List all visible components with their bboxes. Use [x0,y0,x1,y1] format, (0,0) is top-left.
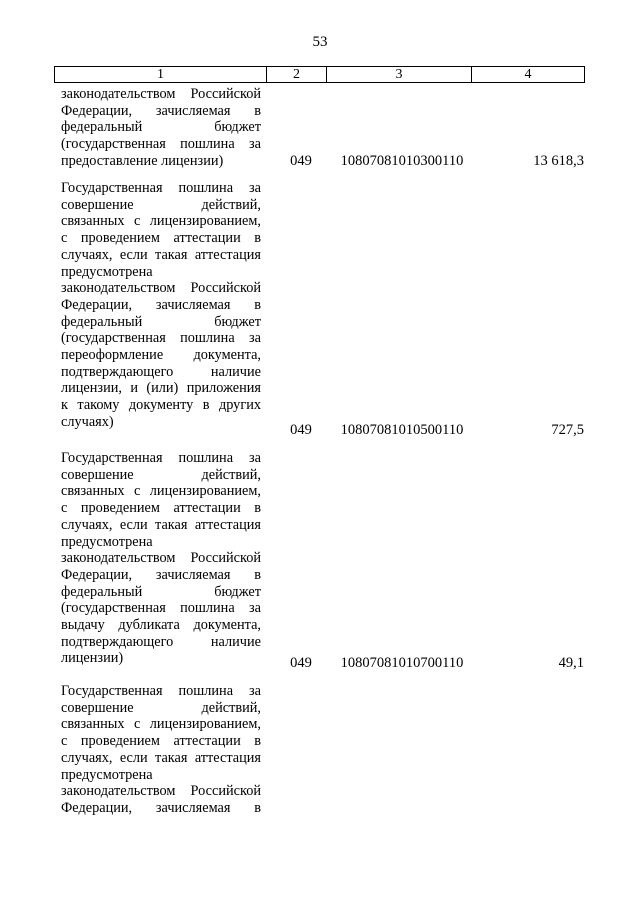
description-line: с проведением аттестации в [61,733,261,750]
budget-class-code: 10807081010700110 [340,655,464,671]
description-line: (государственная пошлина за [61,136,261,153]
description-line: предоставление лицензии) [61,152,224,169]
description-line: лицензии, и (или) приложения [61,380,261,397]
description-line: (государственная пошлина за [61,330,261,347]
description-line: предусмотрена [61,766,153,783]
description-line: законодательством Российской [61,280,261,297]
description-line: совершение действий, [61,466,261,483]
description-line: связанных с лицензированием, [61,716,261,733]
description-line: Государственная пошлина за [61,683,261,699]
budget-class-code: 10807081010300110 [340,153,464,169]
description-line: Федерации, зачисляемая в [61,799,261,816]
description-line: Федерации, зачисляемая в [61,102,261,119]
description-line: подтверждающего наличие [61,633,261,650]
description-line: с проведением аттестации в [61,500,261,517]
column-header-2: 2 [267,67,327,83]
description-line: с проведением аттестации в [61,230,261,247]
description-line: Государственная пошлина за [61,450,261,466]
description-line: связанных с лицензированием, [61,213,261,230]
description-line: подтверждающего наличие [61,363,261,380]
description-line: Федерации, зачисляемая в [61,296,261,313]
description-line: предусмотрена [61,263,153,280]
row-description [61,450,261,667]
description-line: Государственная пошлина за [61,180,261,196]
description-line: законодательством Российской [61,550,261,567]
table-header [54,66,585,83]
amount: 727,5 [551,422,584,438]
admin-code: 049 [290,422,312,438]
description-line: случаях, если такая аттестация [61,246,261,263]
description-line: связанных с лицензированием, [61,483,261,500]
amount: 49,1 [558,655,584,671]
description-line: законодательством Российской [61,86,261,102]
description-line: федеральный бюджет [61,583,261,600]
description-line: случаях) [61,413,114,430]
column-header-3: 3 [327,67,472,83]
column-header-1: 1 [55,67,267,83]
budget-class-code: 10807081010500110 [340,422,464,438]
description-line: федеральный бюджет [61,313,261,330]
description-line: переоформление документа, [61,347,261,364]
description-line: Федерации, зачисляемая в [61,566,261,583]
column-header-4: 4 [472,67,585,83]
page-number: 53 [312,34,328,50]
row-description [61,86,261,170]
description-line: случаях, если такая аттестация [61,516,261,533]
row-description [61,683,261,817]
description-line: законодательством Российской [61,783,261,800]
description-line: совершение действий, [61,196,261,213]
row-description [61,180,261,431]
description-line: выдачу дубликата документа, [61,617,261,634]
description-line: случаях, если такая аттестация [61,749,261,766]
description-line: к такому документу в других [61,397,261,414]
admin-code: 049 [290,153,312,169]
description-line: лицензии) [61,650,124,667]
description-line: предусмотрена [61,533,153,550]
description-line: (государственная пошлина за [61,600,261,617]
description-line: совершение действий, [61,699,261,716]
admin-code: 049 [290,655,312,671]
amount: 13 618,3 [533,153,584,169]
description-line: федеральный бюджет [61,119,261,136]
